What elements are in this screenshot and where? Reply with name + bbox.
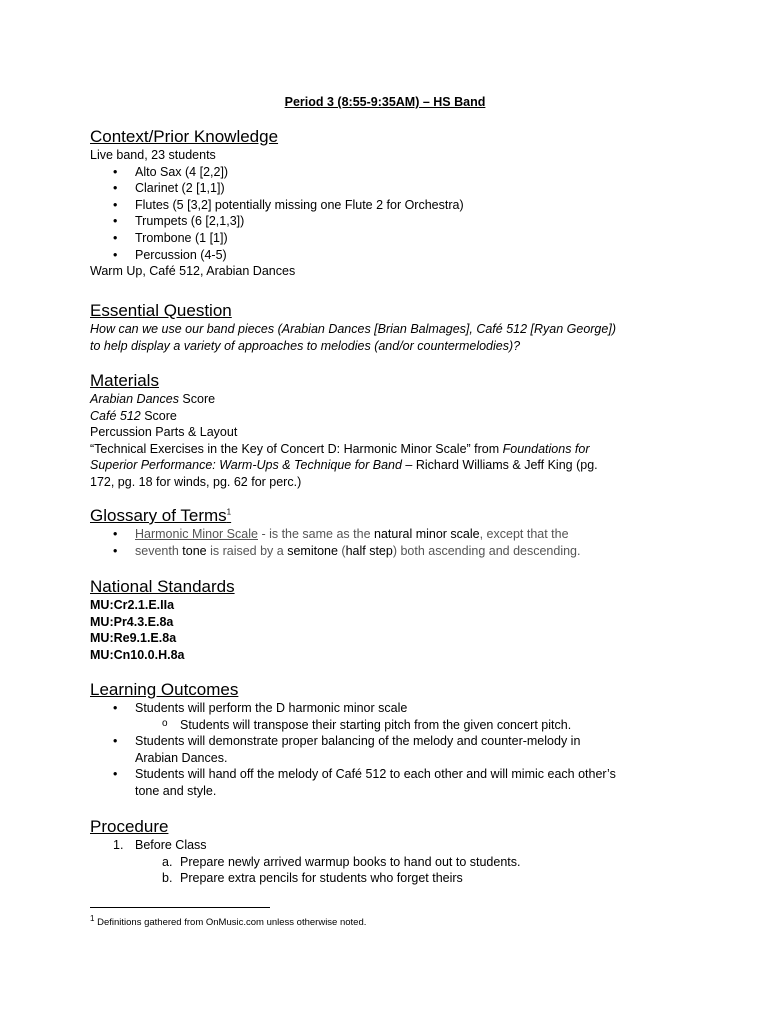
outcomes-list <box>90 700 690 800</box>
list-item: • Clarinet (2 [1,1]) <box>90 180 690 197</box>
glossary-list <box>90 526 690 559</box>
instrument-list <box>90 164 690 264</box>
procedure-substep <box>90 870 690 887</box>
glossary-heading-text: Glossary of Terms <box>90 506 227 525</box>
outcome-text: Students will demonstrate proper balancing of the melody and counter-melody in <box>135 734 581 749</box>
definition-text: is raised by a <box>206 543 288 558</box>
definition-text: seventh <box>135 543 183 558</box>
standards-heading: National Standards <box>90 577 235 596</box>
material-item <box>90 457 690 474</box>
essential-question-line2: to help display a variety of approaches to melodies (and/or countermelodies)? <box>90 338 521 353</box>
outcome-text: Arabian Dances. <box>135 750 228 765</box>
list-item <box>90 733 690 766</box>
standard-item: MU:Cr2.1.E.IIa <box>90 598 175 612</box>
material-item: 172, pg. 18 for winds, pg. 62 for perc.) <box>90 474 302 489</box>
context-outro: Warm Up, Café 512, Arabian Dances <box>90 264 296 279</box>
list-subitem: o Students will transpose their starting pitch from the given concert pitch. <box>90 717 690 734</box>
definition-text: ) both ascending and descending. <box>392 543 581 558</box>
material-suffix: Score <box>140 408 177 423</box>
material-title: Café 512 <box>90 408 141 423</box>
material-title: Superior Performance: Warm-Ups & Technique for Band <box>90 458 402 473</box>
list-item: • Trumpets (6 [2,1,3]) <box>90 213 690 230</box>
essential-question-line1: How can we use our band pieces (Arabian Dances [Brian Balmages], Café 512 [Ryan George]) <box>90 322 616 336</box>
footnote-text: Definitions gathered from OnMusic.com unless otherwise noted. <box>94 917 367 928</box>
footnote-number: 1 <box>90 913 95 923</box>
definition-link-term: semitone <box>287 543 338 558</box>
definition-link-term: natural minor scale <box>374 527 480 541</box>
material-item: Percussion Parts & Layout <box>90 425 238 440</box>
definition-text: - is the same as the <box>257 527 374 541</box>
glossary-section <box>90 505 690 559</box>
list-item <box>90 766 690 799</box>
essential-heading: Essential Question <box>90 301 232 320</box>
context-intro: Live band, 23 students <box>90 148 216 162</box>
procedure-section <box>90 816 690 887</box>
material-title: Arabian Dances <box>90 392 179 406</box>
step-letter: a. <box>162 854 173 869</box>
outcomes-heading: Learning Outcomes <box>90 680 239 699</box>
material-item <box>90 408 690 425</box>
material-text: “Technical Exercises in the Key of Concert D: Harmonic Minor Scale” from <box>90 441 503 456</box>
list-item: • Trombone (1 [1]) <box>90 230 690 247</box>
material-text: – Richard Williams & Jeff King (pg. <box>401 458 598 473</box>
materials-section <box>90 370 690 491</box>
material-item <box>90 441 690 458</box>
definition-link-term: half step <box>345 543 393 558</box>
glossary-term: Harmonic Minor Scale <box>135 527 258 541</box>
definition-text: , except that the <box>479 527 569 541</box>
list-item: • Flutes (5 [3,2] potentially missing one Flute 2 for Orchestra) <box>90 197 690 214</box>
list-item: • Alto Sax (4 [2,2]) <box>90 164 690 181</box>
essential-section <box>90 300 690 354</box>
step-text: Before Class <box>135 838 207 852</box>
material-item <box>90 391 690 408</box>
page-title: Period 3 (8:55-9:35AM) – HS Band <box>284 95 486 109</box>
glossary-item <box>90 526 690 543</box>
outcome-text: tone and style. <box>135 783 217 798</box>
list-item: • Percussion (4-5) <box>90 247 690 264</box>
materials-heading: Materials <box>90 371 159 390</box>
procedure-substep <box>90 854 690 871</box>
step-text: Prepare newly arrived warmup books to hand out to students. <box>180 854 521 869</box>
procedure-step <box>90 837 690 854</box>
context-heading: Context/Prior Knowledge <box>90 127 279 146</box>
material-title: Foundations for <box>502 441 590 456</box>
outcome-text: Students will hand off the melody of Café 512 to each other and will mimic each other’s <box>135 767 616 782</box>
definition-text: ( <box>337 543 346 558</box>
glossary-heading <box>90 505 690 526</box>
material-suffix: Score <box>178 392 216 406</box>
glossary-item-continued <box>90 543 690 560</box>
step-text: Prepare extra pencils for students who forget theirs <box>180 871 463 886</box>
standards-section <box>90 576 690 663</box>
step-number: 1. <box>113 838 124 852</box>
context-section <box>90 126 690 280</box>
step-letter: b. <box>162 871 173 886</box>
footnote <box>90 913 367 929</box>
standard-item: MU:Pr4.3.E.8a <box>90 614 174 629</box>
standard-item: MU:Re9.1.E.8a <box>90 631 177 646</box>
footnote-divider <box>90 907 270 908</box>
footnote-ref: 1 <box>226 507 232 517</box>
standard-item: MU:Cn10.0.H.8a <box>90 647 185 662</box>
definition-link-term: tone <box>182 543 207 558</box>
procedure-heading: Procedure <box>90 817 169 836</box>
outcomes-section <box>90 679 690 800</box>
list-item: • Students will perform the D harmonic minor scale <box>90 700 690 717</box>
